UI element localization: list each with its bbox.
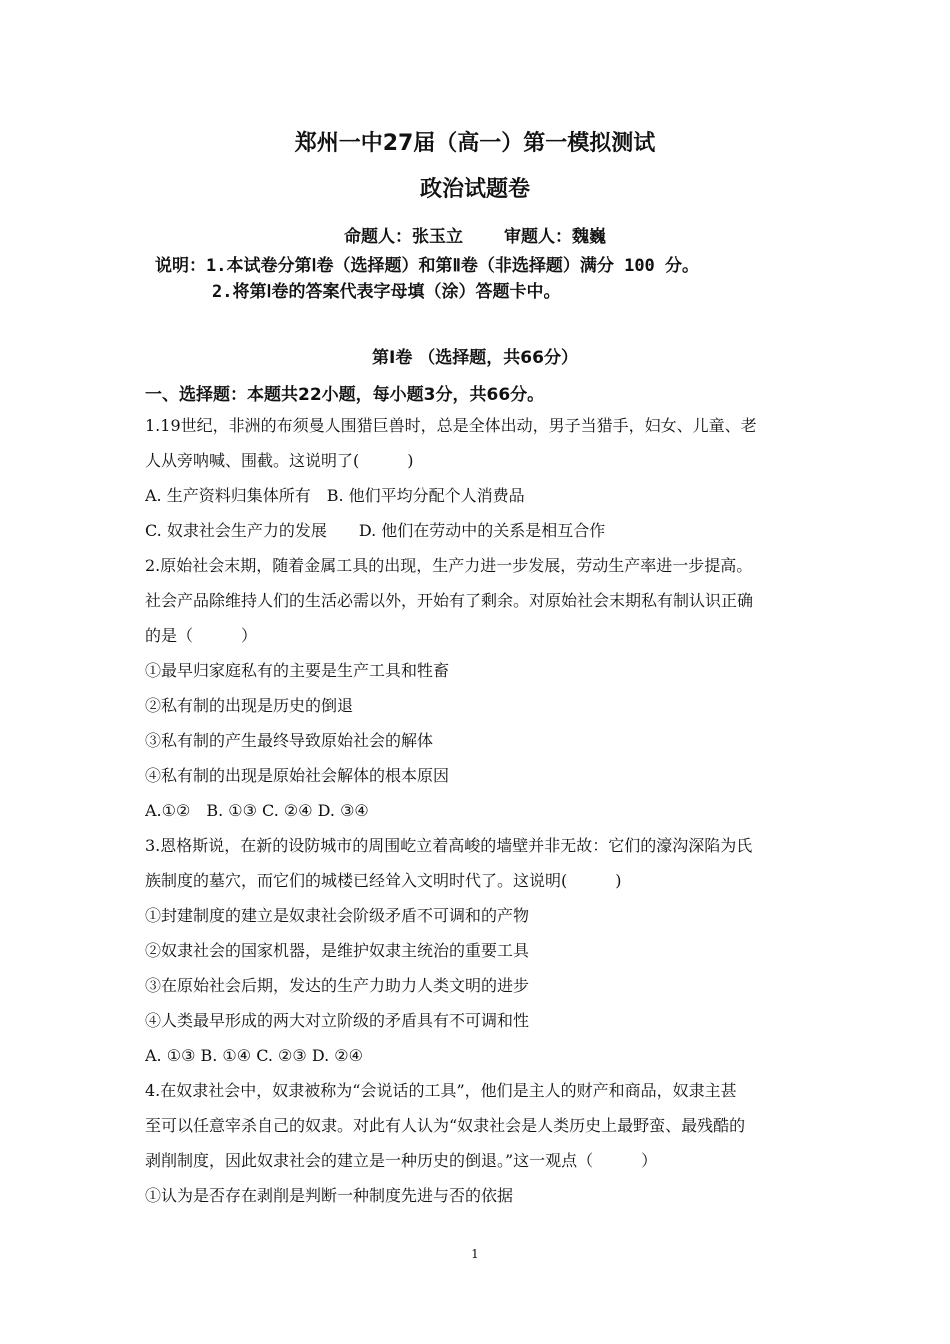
exam-subtitle: 政治试题卷	[419, 177, 530, 202]
body-line: A. ①③ B. ①④ C. ②③ D. ②④	[145, 1046, 363, 1065]
body-line: 4.在奴隶社会中，奴隶被称为“会说话的工具”，他们是主人的财产和商品，奴隶主甚	[145, 1081, 737, 1100]
body-line: ③私有制的产生最终导致原始社会的解体	[145, 731, 434, 750]
instructions-line-2: 2.将第Ⅰ卷的答案代表字母填（涂）答题卡中。	[212, 282, 561, 302]
body-line: 3.恩格斯说，在新的设防城市的周围屹立着高峻的墙壁并非无故：它们的濠沟深陷为氏	[145, 836, 753, 855]
page-number: 1	[471, 1247, 479, 1261]
authors-line: 命题人：张玉立 审题人：魏巍	[344, 227, 606, 247]
body-line: A. 生产资料归集体所有 B. 他们平均分配个人消费品	[145, 486, 525, 505]
section-title: 第Ⅰ卷 （选择题，共66分）	[372, 348, 578, 368]
body-line: 至可以任意宰杀自己的奴隶。对此有人认为“奴隶社会是人类历史上最野蛮、最残酷的	[145, 1116, 746, 1135]
body-line: ①封建制度的建立是奴隶社会阶级矛盾不可调和的产物	[145, 906, 530, 925]
body-line: ①认为是否存在剥削是判断一种制度先进与否的依据	[145, 1186, 514, 1205]
body-line: 的是（ ）	[145, 626, 258, 645]
body-line: ④私有制的出现是原始社会解体的根本原因	[145, 766, 450, 785]
body-line: 1.19世纪，非洲的布须曼人围猎巨兽时，总是全体出动，男子当猎手，妇女、儿童、老	[145, 416, 757, 435]
body-line: C. 奴隶社会生产力的发展 D. 他们在劳动中的关系是相互合作	[145, 521, 606, 540]
body-line: 人从旁呐喊、围截。这说明了( )	[145, 451, 414, 470]
body-line: ②奴隶社会的国家机器，是维护奴隶主统治的重要工具	[145, 941, 530, 960]
body-line: A.①② B. ①③ C. ②④ D. ③④	[145, 801, 369, 820]
exam-title: 郑州一中27届（高一）第一模拟测试	[294, 131, 656, 156]
body-line: ②私有制的出现是历史的倒退	[145, 696, 354, 715]
body-line: 族制度的墓穴，而它们的城楼已经耸入文明时代了。这说明( )	[145, 871, 622, 890]
part-title: 一、选择题：本题共22小题，每小题3分，共66分。	[145, 385, 545, 405]
body-line: 剥削制度，因此奴隶社会的建立是一种历史的倒退。”这一观点（ ）	[145, 1151, 658, 1170]
instructions-line-1: 说明：1.本试卷分第Ⅰ卷（选择题）和第Ⅱ卷（非选择题）满分 100 分。	[155, 256, 700, 276]
body-line: 2.原始社会末期，随着金属工具的出现，生产力进一步发展，劳动生产率进一步提高。	[145, 556, 753, 575]
body-line: ④人类最早形成的两大对立阶级的矛盾具有不可调和性	[145, 1011, 530, 1030]
body-line: ③在原始社会后期，发达的生产力助力人类文明的进步	[145, 976, 530, 995]
body-line: ①最早归家庭私有的主要是生产工具和牲畜	[145, 661, 450, 680]
body-line: 社会产品除维持人们的生活必需以外，开始有了剩余。对原始社会末期私有制认识正确	[145, 591, 754, 610]
